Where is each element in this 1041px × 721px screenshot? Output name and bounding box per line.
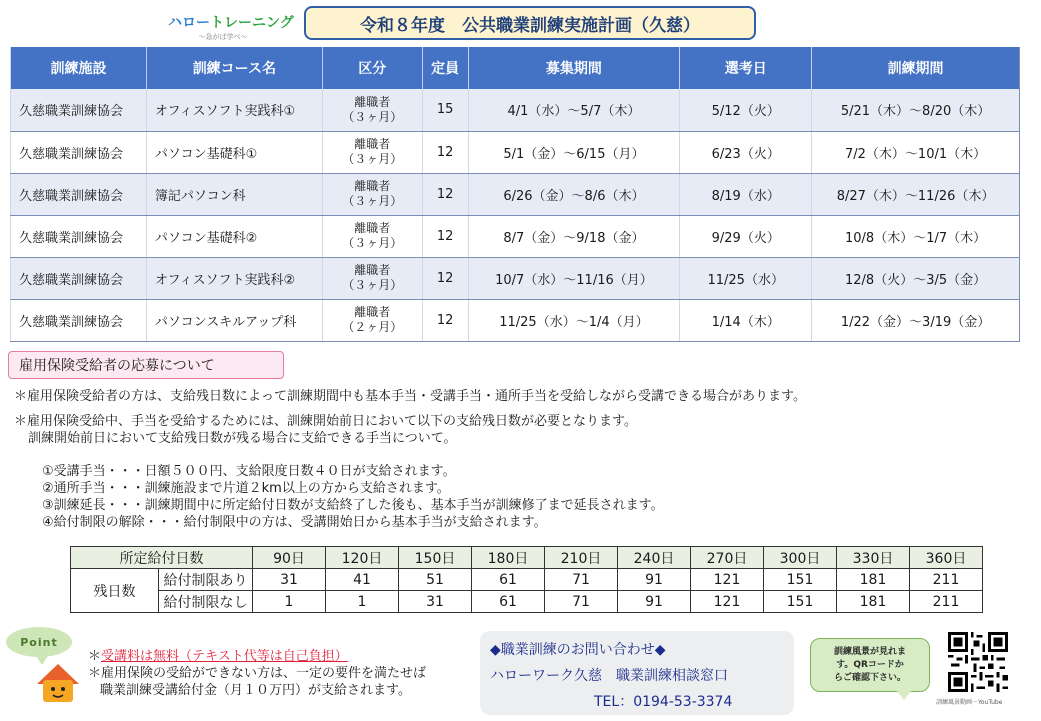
cell-facility: 久慈職業訓練協会 — [11, 89, 147, 131]
day-value: 151 — [764, 569, 837, 591]
table-row — [11, 257, 1020, 299]
note-star: ＊ — [88, 649, 102, 664]
day-value: 71 — [545, 569, 618, 591]
col-header-kubun: 区分 — [322, 47, 422, 89]
training-plan-table — [10, 47, 1020, 342]
notes-block — [88, 648, 426, 699]
cell-course: パソコンスキルアップ科 — [146, 299, 322, 341]
table-row — [71, 569, 983, 591]
allowance-list — [42, 463, 664, 531]
note-free-tuition — [88, 648, 426, 665]
kubun-duration: （３ヶ月） — [342, 194, 403, 208]
kubun-duration: （３ヶ月） — [342, 236, 403, 250]
row-label-with-restriction: 給付制限あり — [159, 569, 253, 591]
cell-kubun — [322, 257, 422, 299]
day-value: 181 — [837, 591, 910, 613]
point-bubble: Point — [6, 627, 72, 657]
cell-selection: 6/23（火） — [680, 131, 812, 173]
cell-recruit: 11/25（水）～1/4（月） — [468, 299, 680, 341]
days-header-row — [71, 547, 983, 569]
day-header: 120日 — [326, 547, 399, 569]
col-header-facility: 訓練施設 — [11, 47, 147, 89]
cell-selection: 9/29（火） — [680, 215, 812, 257]
day-value: 61 — [472, 569, 545, 591]
kubun-type: 離職者 — [354, 263, 391, 277]
table-row — [11, 131, 1020, 173]
list-item: ④給付制限の解除・・・給付制限中の方は、受講開始日から基本手当が支給されます。 — [42, 515, 547, 530]
bubble-line: 訓練風景が見れま — [833, 647, 906, 657]
cell-recruit: 6/26（金）～8/6（木） — [468, 173, 680, 215]
cell-period: 10/8（木）～1/7（木） — [812, 215, 1020, 257]
day-header: 240日 — [618, 547, 691, 569]
table-header-row — [11, 47, 1020, 89]
day-value: 1 — [326, 591, 399, 613]
remaining-days-table — [70, 546, 983, 613]
table-row — [71, 591, 983, 613]
cell-period: 7/2（木）～10/1（木） — [812, 131, 1020, 173]
day-header: 210日 — [545, 547, 618, 569]
cell-recruit: 5/1（金）～6/15（月） — [468, 131, 680, 173]
table-row — [11, 173, 1020, 215]
contact-tel: TEL：0194-53-3374 — [594, 694, 733, 710]
contact-heading: ◆職業訓練のお問い合わせ◆ — [490, 642, 666, 658]
day-header: 360日 — [910, 547, 983, 569]
cell-period: 5/21（木）～8/20（木） — [812, 89, 1020, 131]
col-header-period: 訓練期間 — [812, 47, 1020, 89]
day-value: 41 — [326, 569, 399, 591]
day-value: 31 — [399, 591, 472, 613]
logo-text — [168, 12, 294, 32]
cell-kubun — [322, 215, 422, 257]
paragraph-1: ＊雇用保険受給者の方は、支給残日数によって訓練期間中も基本手当・受講手当・通所手当を受給しながら受講できる場合があります。 — [14, 389, 806, 404]
table-row — [11, 299, 1020, 341]
paragraph-2b: 訓練開始前日において支給残日数が残る場合に支給できる手当について。 — [28, 431, 457, 446]
table-row — [11, 215, 1020, 257]
cell-course: オフィスソフト実践科① — [146, 89, 322, 131]
mascot-icon — [35, 662, 81, 704]
cell-kubun — [322, 89, 422, 131]
day-header: 330日 — [837, 547, 910, 569]
cell-course: パソコン基礎科① — [146, 131, 322, 173]
day-value: 51 — [399, 569, 472, 591]
list-item: ①受講手当・・・日額５００円、支給限度日数４０日が支給されます。 — [42, 464, 456, 479]
col-header-course: 訓練コース名 — [146, 47, 322, 89]
cell-period: 1/22（金）～3/19（金） — [812, 299, 1020, 341]
note-benefit-a: ＊雇用保険の受給ができない方は、一定の要件を満たせば — [88, 666, 427, 681]
day-value: 1 — [253, 591, 326, 613]
row-group-remaining-days: 残日数 — [71, 569, 159, 613]
cell-selection: 5/12（火） — [680, 89, 812, 131]
day-header: 90日 — [253, 547, 326, 569]
contact-office: ハローワーク久慈 職業訓練相談窓口 — [490, 668, 728, 684]
cell-selection: 11/25（水） — [680, 257, 812, 299]
day-value: 61 — [472, 591, 545, 613]
kubun-type: 離職者 — [354, 221, 391, 235]
cell-course: オフィスソフト実践科② — [146, 257, 322, 299]
cell-capacity: 15 — [422, 89, 468, 131]
bubble-line: らご確認下さい。 — [833, 673, 906, 683]
cell-capacity: 12 — [422, 257, 468, 299]
list-item: ②通所手当・・・訓練施設まで片道２km以上の方から支給されます。 — [42, 481, 450, 496]
cell-kubun — [322, 131, 422, 173]
contact-box — [480, 631, 794, 715]
day-value: 71 — [545, 591, 618, 613]
cell-kubun — [322, 173, 422, 215]
day-value: 91 — [618, 569, 691, 591]
day-header: 300日 — [764, 547, 837, 569]
qr-code-icon[interactable] — [948, 632, 1008, 692]
kubun-type: 離職者 — [354, 179, 391, 193]
cell-selection: 1/14（木） — [680, 299, 812, 341]
row-label-without-restriction: 給付制限なし — [159, 591, 253, 613]
kubun-duration: （３ヶ月） — [342, 278, 403, 292]
cell-course: パソコン基礎科② — [146, 215, 322, 257]
header-prescribed-days: 所定給付日数 — [71, 547, 253, 569]
cell-capacity: 12 — [422, 299, 468, 341]
note-benefit-b: 職業訓練受講給付金（月１０万円）が支給されます。 — [100, 683, 411, 698]
day-header: 150日 — [399, 547, 472, 569]
kubun-type: 離職者 — [354, 137, 391, 151]
col-header-recruit: 募集期間 — [468, 47, 680, 89]
day-value: 211 — [910, 569, 983, 591]
cell-facility: 久慈職業訓練協会 — [11, 131, 147, 173]
cell-capacity: 12 — [422, 173, 468, 215]
page-title: 令和８年度 公共職業訓練実施計画（久慈） — [304, 6, 756, 40]
day-header: 180日 — [472, 547, 545, 569]
kubun-duration: （２ヶ月） — [342, 320, 403, 334]
day-value: 91 — [618, 591, 691, 613]
paragraph-2a: ＊雇用保険受給中、手当を受給するためには、訓練開始前日において以下の支給残日数が必要となります。 — [14, 414, 637, 429]
cell-course: 簿記パソコン科 — [146, 173, 322, 215]
cell-recruit: 4/1（水）～5/7（木） — [468, 89, 680, 131]
kubun-type: 離職者 — [354, 305, 391, 319]
list-item: ③訓練延長・・・訓練期間中に所定給付日数が支給終了した後も、基本手当が訓練修了まで延長されます。 — [42, 498, 664, 513]
cell-selection: 8/19（水） — [680, 173, 812, 215]
day-value: 121 — [691, 591, 764, 613]
table-row — [11, 89, 1020, 131]
cell-kubun — [322, 299, 422, 341]
day-value: 181 — [837, 569, 910, 591]
cell-recruit: 10/7（水）～11/16（月） — [468, 257, 680, 299]
qr-info-bubble — [810, 638, 930, 692]
cell-facility: 久慈職業訓練協会 — [11, 173, 147, 215]
kubun-duration: （３ヶ月） — [342, 152, 403, 166]
cell-recruit: 8/7（金）～9/18（金） — [468, 215, 680, 257]
day-value: 211 — [910, 591, 983, 613]
cell-facility: 久慈職業訓練協会 — [11, 215, 147, 257]
cell-capacity: 12 — [422, 131, 468, 173]
hello-training-logo — [168, 12, 294, 41]
cell-period: 8/27（木）～11/26（木） — [812, 173, 1020, 215]
col-header-selection: 選考日 — [680, 47, 812, 89]
cell-capacity: 12 — [422, 215, 468, 257]
note-free-tuition-text: 受講料は無料（テキスト代等は自己負担） — [101, 649, 348, 664]
day-value: 31 — [253, 569, 326, 591]
cell-period: 12/8（火）～3/5（金） — [812, 257, 1020, 299]
logo-text-b: トレーニング — [210, 15, 294, 31]
bubble-line: す。QRコードか — [836, 660, 904, 670]
qr-caption: 訓練風景動画－YouTube — [936, 699, 1003, 706]
day-header: 270日 — [691, 547, 764, 569]
logo-text-a: ハロー — [168, 15, 210, 31]
day-value: 151 — [764, 591, 837, 613]
cell-facility: 久慈職業訓練協会 — [11, 257, 147, 299]
section-label-employment-insurance: 雇用保険受給者の応募について — [8, 351, 284, 379]
kubun-duration: （３ヶ月） — [342, 109, 403, 124]
logo-subtitle: ～急がば学べ～ — [198, 33, 248, 41]
cell-facility: 久慈職業訓練協会 — [11, 299, 147, 341]
kubun-type: 離職者 — [354, 94, 391, 109]
day-value: 121 — [691, 569, 764, 591]
col-header-capacity: 定員 — [422, 47, 468, 89]
